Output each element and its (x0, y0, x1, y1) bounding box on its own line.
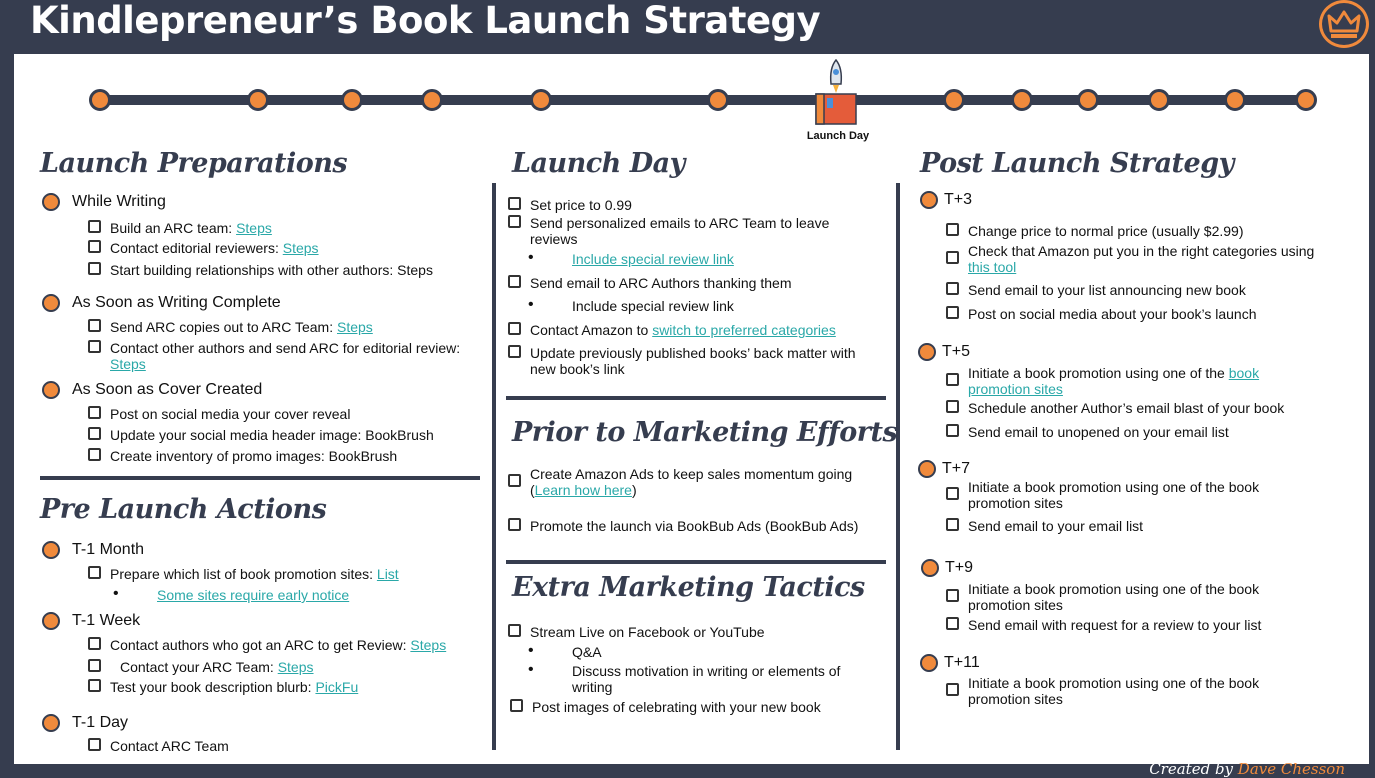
checklist-item: Stream Live on Facebook or YouTube (530, 624, 765, 640)
section-divider (40, 476, 480, 480)
timeline-dot (247, 89, 269, 111)
section-t-plus-5: T+5 (942, 343, 970, 361)
checklist-item: Change price to normal price (usually $2.99) (968, 223, 1243, 239)
checkbox[interactable] (946, 518, 959, 531)
checklist-item: Update your social media header image: BookBrush (110, 427, 434, 443)
launch-day-label: Launch Day (806, 130, 870, 142)
checkbox[interactable] (946, 683, 959, 696)
link[interactable]: List (376, 566, 399, 582)
link[interactable]: Steps (410, 637, 447, 653)
checklist-item: Update previously published books’ back matter with new book’s link (530, 345, 875, 377)
link[interactable]: Learn how here (534, 482, 632, 498)
checklist-item: Create Amazon Ads to keep sales momentum going (Learn how here) (530, 466, 895, 498)
timeline-dot (943, 89, 965, 111)
sub-bullet: • Discuss motivation in writing or elements of writing (572, 663, 867, 695)
checkbox[interactable] (946, 617, 959, 630)
checkbox[interactable] (946, 400, 959, 413)
rocket-book-icon (811, 58, 861, 128)
checkbox[interactable] (946, 424, 959, 437)
checklist-item: Initiate a book promotion using one of the book promotion sites (968, 675, 1313, 707)
section-t-plus-7: T+7 (942, 460, 970, 478)
page-title: Kindlepreneur’s Book Launch Strategy (30, 0, 821, 42)
checklist-item: Contact authors who got an ARC to get Review: Steps (110, 637, 446, 653)
orange-bullet-icon (920, 654, 938, 672)
orange-bullet-icon (42, 541, 60, 559)
section-t-1-month: T-1 Month (72, 541, 144, 559)
checklist-item: Send email to your list announcing new book (968, 282, 1246, 298)
heading-launch-preparations: Launch Preparations (40, 148, 348, 179)
checkbox[interactable] (508, 518, 521, 531)
checkbox[interactable] (946, 373, 959, 386)
column-divider (896, 183, 900, 750)
checklist-item: Initiate a book promotion using one of the book promotion sites (968, 479, 1313, 511)
timeline-dot (89, 89, 111, 111)
checklist-item: Send ARC copies out to ARC Team: Steps (110, 319, 373, 335)
checklist-item: Contact editorial reviewers: Steps (110, 240, 319, 256)
checkbox[interactable] (946, 589, 959, 602)
orange-bullet-icon (918, 460, 936, 478)
checklist-item: Check that Amazon put you in the right categories using this tool (968, 243, 1328, 275)
checkbox[interactable] (88, 738, 101, 751)
checklist-item: Send email to unopened on your email list (968, 424, 1229, 440)
link[interactable]: book promotion sites (968, 365, 1260, 397)
link[interactable]: Steps (336, 319, 373, 335)
checklist-item: Post on social media your cover reveal (110, 406, 350, 422)
orange-bullet-icon (42, 612, 60, 630)
checkbox[interactable] (508, 345, 521, 358)
heading-extra-marketing: Extra Marketing Tactics (512, 572, 865, 603)
checkbox[interactable] (946, 306, 959, 319)
checkbox[interactable] (946, 223, 959, 236)
orange-bullet-icon (42, 193, 60, 211)
checkbox[interactable] (510, 699, 523, 712)
link[interactable]: Steps (110, 356, 146, 372)
checkbox[interactable] (508, 197, 521, 210)
checkbox[interactable] (88, 427, 101, 440)
sub-bullet: • Q&A (572, 644, 602, 660)
sub-bullet-link[interactable]: • Some sites require early notice (157, 587, 349, 603)
section-t-1-week: T-1 Week (72, 612, 140, 630)
section-while-writing: While Writing (72, 193, 166, 211)
link[interactable]: this tool (968, 259, 1017, 275)
heading-pre-launch: Pre Launch Actions (40, 494, 327, 525)
checkbox[interactable] (88, 220, 101, 233)
crown-icon (1319, 0, 1369, 48)
section-t-1-day: T-1 Day (72, 714, 128, 732)
orange-bullet-icon (921, 559, 939, 577)
section-t-plus-9: T+9 (945, 559, 973, 577)
checklist-item: Promote the launch via BookBub Ads (BookBub Ads) (530, 518, 858, 534)
footer-credit: Created by Dave Chesson (1149, 760, 1345, 778)
checkbox[interactable] (946, 282, 959, 295)
checkbox[interactable] (88, 240, 101, 253)
section-divider (506, 396, 886, 400)
timeline-dot (1224, 89, 1246, 111)
checkbox[interactable] (508, 624, 521, 637)
timeline-dot (1077, 89, 1099, 111)
link[interactable]: Steps (277, 659, 314, 675)
checkbox[interactable] (88, 319, 101, 332)
checkbox[interactable] (508, 275, 521, 288)
heading-prior-marketing: Prior to Marketing Efforts (512, 417, 898, 448)
heading-post-launch: Post Launch Strategy (920, 148, 1234, 179)
checkbox[interactable] (88, 340, 101, 353)
checklist-item: Send email to ARC Authors thanking them (530, 275, 791, 291)
checkbox[interactable] (88, 262, 101, 275)
section-t-plus-3: T+3 (944, 191, 972, 209)
link[interactable]: switch to preferred categories (652, 322, 836, 338)
checklist-item: Schedule another Author’s email blast of your book (968, 400, 1284, 416)
checklist-item: Initiate a book promotion using one of the book promotion sites (968, 365, 1313, 397)
checklist-item: Send email with request for a review to your list (968, 617, 1261, 633)
checklist-item: Start building relationships with other authors: Steps (110, 262, 433, 278)
checklist-item: Initiate a book promotion using one of the book promotion sites (968, 581, 1313, 613)
timeline-dot (341, 89, 363, 111)
checklist-item: Send email to your email list (968, 518, 1143, 534)
checklist-item: Build an ARC team: Steps (110, 220, 272, 236)
checklist-item: Contact your ARC Team: Steps (120, 659, 314, 675)
orange-bullet-icon (42, 381, 60, 399)
orange-bullet-icon (920, 191, 938, 209)
sub-bullet: • Include special review link (572, 298, 734, 314)
section-writing-complete: As Soon as Writing Complete (72, 294, 281, 312)
checkbox[interactable] (508, 474, 521, 487)
checklist-item: Create inventory of promo images: BookBrush (110, 448, 397, 464)
checklist-item: Prepare which list of book promotion sites: List (110, 566, 399, 582)
checkbox[interactable] (88, 659, 101, 672)
timeline-dot (1295, 89, 1317, 111)
checklist-item: Test your book description blurb: PickFu (110, 679, 358, 695)
orange-bullet-icon (42, 714, 60, 732)
checkbox[interactable] (88, 637, 101, 650)
timeline-dot (707, 89, 729, 111)
section-divider (506, 560, 886, 564)
checklist-item: Set price to 0.99 (530, 197, 632, 213)
checkbox[interactable] (946, 251, 959, 264)
timeline-dot (1011, 89, 1033, 111)
checkbox[interactable] (88, 566, 101, 579)
column-divider (492, 183, 496, 750)
orange-bullet-icon (918, 343, 936, 361)
checklist-item: Post on social media about your book’s launch (968, 306, 1256, 322)
sub-bullet-link[interactable]: • Include special review link (572, 251, 734, 267)
orange-bullet-icon (42, 294, 60, 312)
link[interactable]: PickFu (315, 679, 359, 695)
checkbox[interactable] (88, 448, 101, 461)
link[interactable]: Steps (236, 220, 272, 236)
timeline-dot (530, 89, 552, 111)
checklist-item: Contact ARC Team (110, 738, 229, 754)
section-cover-created: As Soon as Cover Created (72, 381, 262, 399)
timeline-dot (421, 89, 443, 111)
checkbox[interactable] (946, 487, 959, 500)
checkbox[interactable] (508, 322, 521, 335)
checklist-item: Contact Amazon to switch to preferred categories (530, 322, 836, 338)
section-t-plus-11: T+11 (944, 654, 980, 672)
checklist-item: Contact other authors and send ARC for editorial review: Steps (110, 340, 470, 372)
timeline-bar (102, 95, 1307, 105)
link[interactable]: Steps (282, 240, 319, 256)
checkbox[interactable] (88, 406, 101, 419)
checklist-item: Post images of celebrating with your new book (532, 699, 821, 715)
checkbox[interactable] (508, 215, 521, 228)
checklist-item: Send personalized emails to ARC Team to leave reviews (530, 215, 880, 247)
checkbox[interactable] (88, 679, 101, 692)
heading-launch-day: Launch Day (512, 148, 685, 179)
timeline-dot (1148, 89, 1170, 111)
